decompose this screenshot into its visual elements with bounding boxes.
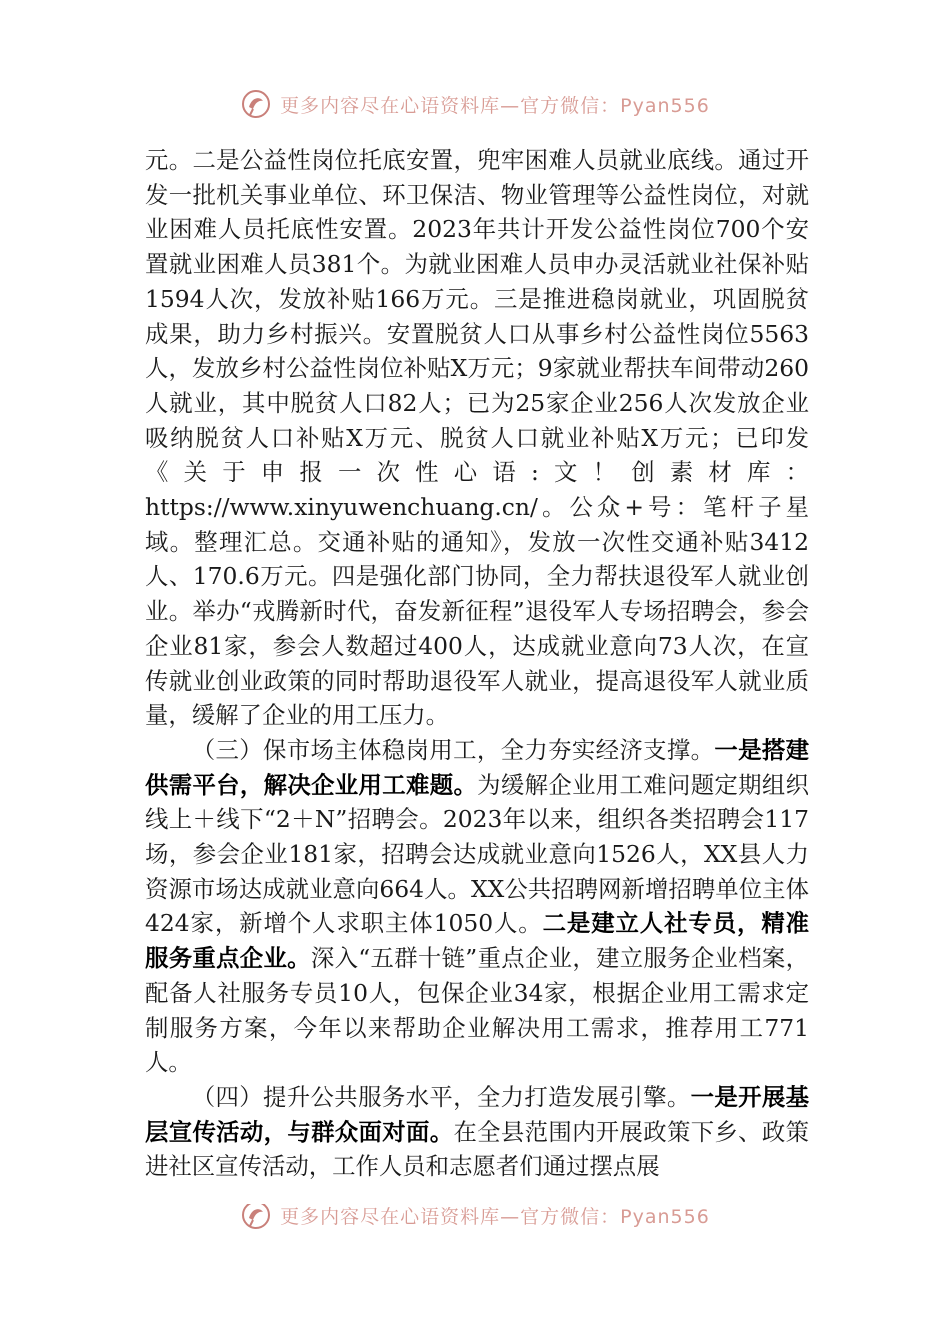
brand-logo-icon	[240, 1204, 272, 1231]
document-body	[145, 143, 809, 1184]
section-heading-3: （三）保市场主体稳岗用工，全力夯实经济支撑。	[191, 735, 715, 764]
paragraph-employment-support: 元。二是公益性岗位托底安置，兜牢困难人员就业底线。通过开发一批机关事业单位、环卫保洁、物业管理等公益性岗位，对就业困难人员托底性安置。2023年共计开发公益性岗位700个安置就业困难人员381个。为就业困难人员申办灵活就业社保补贴1594人次，发放补贴166万元。三是推进稳岗就业，巩固脱贫成果，助力乡村振兴。安置脱贫人口从事乡村公益性岗位5563人，发放乡村公益性岗位补贴X万元；9家就业帮扶车间带动260人就业，其中脱贫人口82人；已为25家企业256人次发放企业吸纳脱贫人口补贴X万元、脱贫人口就业补贴X万元；已印发《关于申报一次性心语:文！创素材库：https://www.xinyuwenchuang.cn/。公众+号：笔杆子星域。整理汇总。交通补贴的通知》，发放一次性交通补贴3412人、170.6万元。四是强化部门协同，全力帮扶退役军人就业创业。举办“戎腾新时代，奋发新征程”退役军人专场招聘会，参会企业81家，参会人数超过400人，达成就业意向73人次，在宣传就业创业政策的同时帮助退役军人就业，提高退役军人就业质量，缓解了企业的用工压力。	[145, 146, 809, 730]
brand-logo-icon	[240, 88, 272, 120]
point-2-bold: 二是建立人社专员，精准服务重点企业。	[145, 909, 810, 973]
paragraph-market-entities	[145, 733, 809, 1080]
point-1-bold-public: 一是开展基层宣传活动，与群众面对面。	[145, 1082, 810, 1146]
section-heading-4: （四）提升公共服务水平，全力打造发展引擎。	[191, 1082, 691, 1111]
paragraph-public-service	[145, 1080, 809, 1184]
watermark-text: 更多内容尽在心语资料库—官方微信：Pyan556	[280, 1205, 710, 1228]
watermark-text: 更多内容尽在心语资料库—官方微信：Pyan556	[280, 94, 710, 117]
point-1-text-public: 在全县范围内开展政策下乡、政策进社区宣传活动，工作人员和志愿者们通过摆点展	[145, 1117, 810, 1181]
point-1-text: 为缓解企业用工难问题定期组织线上＋线下“2＋N”招聘会。2023年以来，组织各类招聘会117场，参会企业181家，招聘会达成就业意向1526人，XX县人力资源市场达成就业意向664人。XX公共招聘网新增招聘单位主体424家，新增个人求职主体1050人。	[145, 770, 810, 938]
footer-watermark	[0, 1204, 950, 1238]
point-1-bold: 一是搭建供需平台，解决企业用工难题。	[145, 735, 810, 799]
header-watermark	[0, 84, 950, 124]
point-2-text: 深入“五群十链”重点企业，建立服务企业档案，配备人社服务专员10人，包保企业34家，根据企业用工需求定制服务方案，今年以来帮助企业解决用工需求，推荐用工771人。	[145, 944, 810, 1077]
